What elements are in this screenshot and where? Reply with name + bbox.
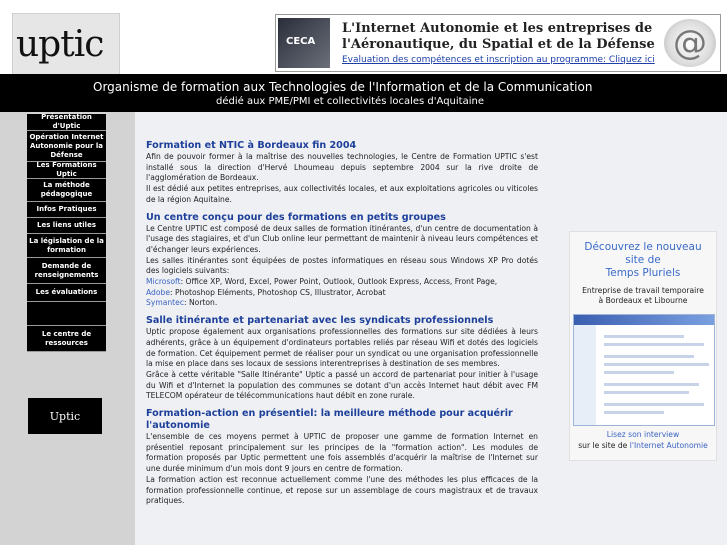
banner-title-line2: l'Aéronautique, du Spatial et de la Défense xyxy=(342,37,655,52)
banner-link[interactable]: Evaluation des compétences et inscription au programme: Cliquez ici xyxy=(342,55,655,65)
promo-title: Découvrez le nouveau site de Temps Pluriels xyxy=(584,241,702,279)
uptic-button[interactable]: Uptic xyxy=(28,398,102,434)
promo-subtitle: Entreprise de travail temporaire à Bordeaux et Libourne xyxy=(582,286,704,305)
paragraph: Uptic propose également aux organisations professionnelles des formations sur site dédiées à leurs adhérents, grâce à un équipement d'ordinateurs portables reliés par réseau Wifi et dotés des logiciels de formation. Cet équipement permet de réaliser pour un syndicat ou une organisation professionnelle la mise en place dans ses locaux de sessions interentreprises à destination de ses membres. xyxy=(146,327,538,369)
temps-pluriels-promo[interactable] xyxy=(569,231,717,461)
software-line: Adobe: Photoshop Eléments, Photoshop CS, Illustrator, Acrobat xyxy=(146,287,386,297)
software-line: Symantec: Norton. xyxy=(146,298,218,308)
paragraph: Le Centre UPTIC est composé de deux salles de formation itinérantes, d'un centre de documentation à l'usage des stagiaires, et d'un Club online leur permettant de maintenir à niveau leurs compétences et d'échanger leurs expériences. xyxy=(146,223,538,254)
website-screenshot-image[interactable] xyxy=(573,314,715,426)
paragraph: Grâce à cette véritable "Salle Itinérante" Uptic a passé un accord de partenariat pour initier à l'usage du Wifi et d'Internet la population des communes se dotant d'un accès Internet haut débit avec FM TELECOM opérateur de télécommunications haut débit en zone rurale. xyxy=(146,369,538,401)
section-title: Un centre conçu pour des formations en petits groupes xyxy=(146,211,446,223)
uptic-logo[interactable] xyxy=(12,13,120,75)
tagline-line1: Organisme de formation aux Technologies de l'Information et de la Communication xyxy=(93,80,593,94)
nav-item-evaluations[interactable]: Les évaluations xyxy=(27,284,106,302)
nav-item-infos[interactable]: Infos Pratiques xyxy=(27,202,106,218)
promo-interview-link[interactable]: Lisez son interview xyxy=(606,430,680,439)
promo-site-line: sur le site de l'Internet Autonomie xyxy=(578,441,708,450)
tagline-line2: dédié aux PME/PMI et collectivités locales d'Aquitaine xyxy=(216,96,484,107)
brand-adobe[interactable]: Adobe xyxy=(146,287,171,297)
paragraph: La formation action est reconnue actuellement comme l'une des méthodes les plus efficaces de la formation professionnelle continue, et repose sur un assemblage de cours magistraux et de travaux pratiques. xyxy=(146,474,538,506)
logo-text: uptic xyxy=(16,24,104,65)
paragraph: Les salles itinérantes sont équipées de postes informatiques en réseau sous Windows XP Pro dotés des logiciels suivants: xyxy=(146,255,538,276)
paragraph: Afin de pouvoir former à la maîtrise des nouvelles technologies, le Centre de Formation UPTIC s'est installé sous la direction d'Hervé Lhoumeau depuis septembre 2004 sur la rive droite de l'agglomération de Bordeaux. xyxy=(146,152,538,183)
nav-item-renseignements[interactable]: Demande de renseignements xyxy=(27,258,106,284)
nav-item-legislation[interactable]: La législation de la formation xyxy=(27,234,106,258)
banner-title-line1: L'Internet Autonomie et les entreprises de xyxy=(342,21,653,36)
nav-menu xyxy=(27,114,106,352)
section-title: Formation-action en présentiel: la meilleure méthode pour acquérir l'autonomie xyxy=(146,408,513,432)
screenshot-sidebar xyxy=(574,325,596,426)
top-header xyxy=(0,0,727,74)
promo-banner[interactable] xyxy=(275,14,721,72)
brand-microsoft[interactable]: Microsoft xyxy=(146,277,181,287)
nav-item-ressources[interactable]: Le centre de ressources xyxy=(27,326,106,352)
title-bar xyxy=(0,74,727,112)
section-title: Formation et NTIC à Bordeaux fin 2004 xyxy=(146,140,357,151)
paragraph: L'ensemble de ces moyens permet à UPTIC de proposer une gamme de formation Internet en présentiel reposant principalement sur les principes de la "formation action". Les modules de formation proposés par Uptic permettent une fois assemblés d'acquérir la maîtrise de l'Internet sur une durée minimum d'un mois dont 9 jours en centre de formation. xyxy=(146,432,538,474)
ceca-logo: CECA xyxy=(278,18,330,68)
nav-item-presentation[interactable]: Présentation d'Uptic xyxy=(27,114,106,131)
software-line: Microsoft: Office XP, Word, Excel, Power Point, Outlook, Outlook Express, Access, Front Page, xyxy=(146,277,498,287)
screenshot-header xyxy=(574,315,714,325)
nav-item-liens[interactable]: Les liens utiles xyxy=(27,218,106,234)
main-content xyxy=(146,140,538,513)
section-title: Salle itinérante et partenariat avec les syndicats professionnels xyxy=(146,315,494,327)
internet-autonomie-link[interactable]: l'Internet Autonomie xyxy=(629,441,708,450)
nav-item-blank xyxy=(27,302,106,326)
at-sign-icon: @ xyxy=(664,19,716,67)
brand-symantec[interactable]: Symantec xyxy=(146,298,185,308)
nav-item-operation[interactable]: Opération Internet Autonomie pour la Défense xyxy=(27,131,106,162)
nav-item-formations[interactable]: Les Formations Uptic xyxy=(27,162,106,179)
paragraph: Il est dédié aux petites entreprises, aux collectivités locales, et aux exploitations agricoles ou viticoles de la région Aquitaine. xyxy=(146,184,538,204)
nav-item-methode[interactable]: La méthode pédagogique xyxy=(27,179,106,202)
